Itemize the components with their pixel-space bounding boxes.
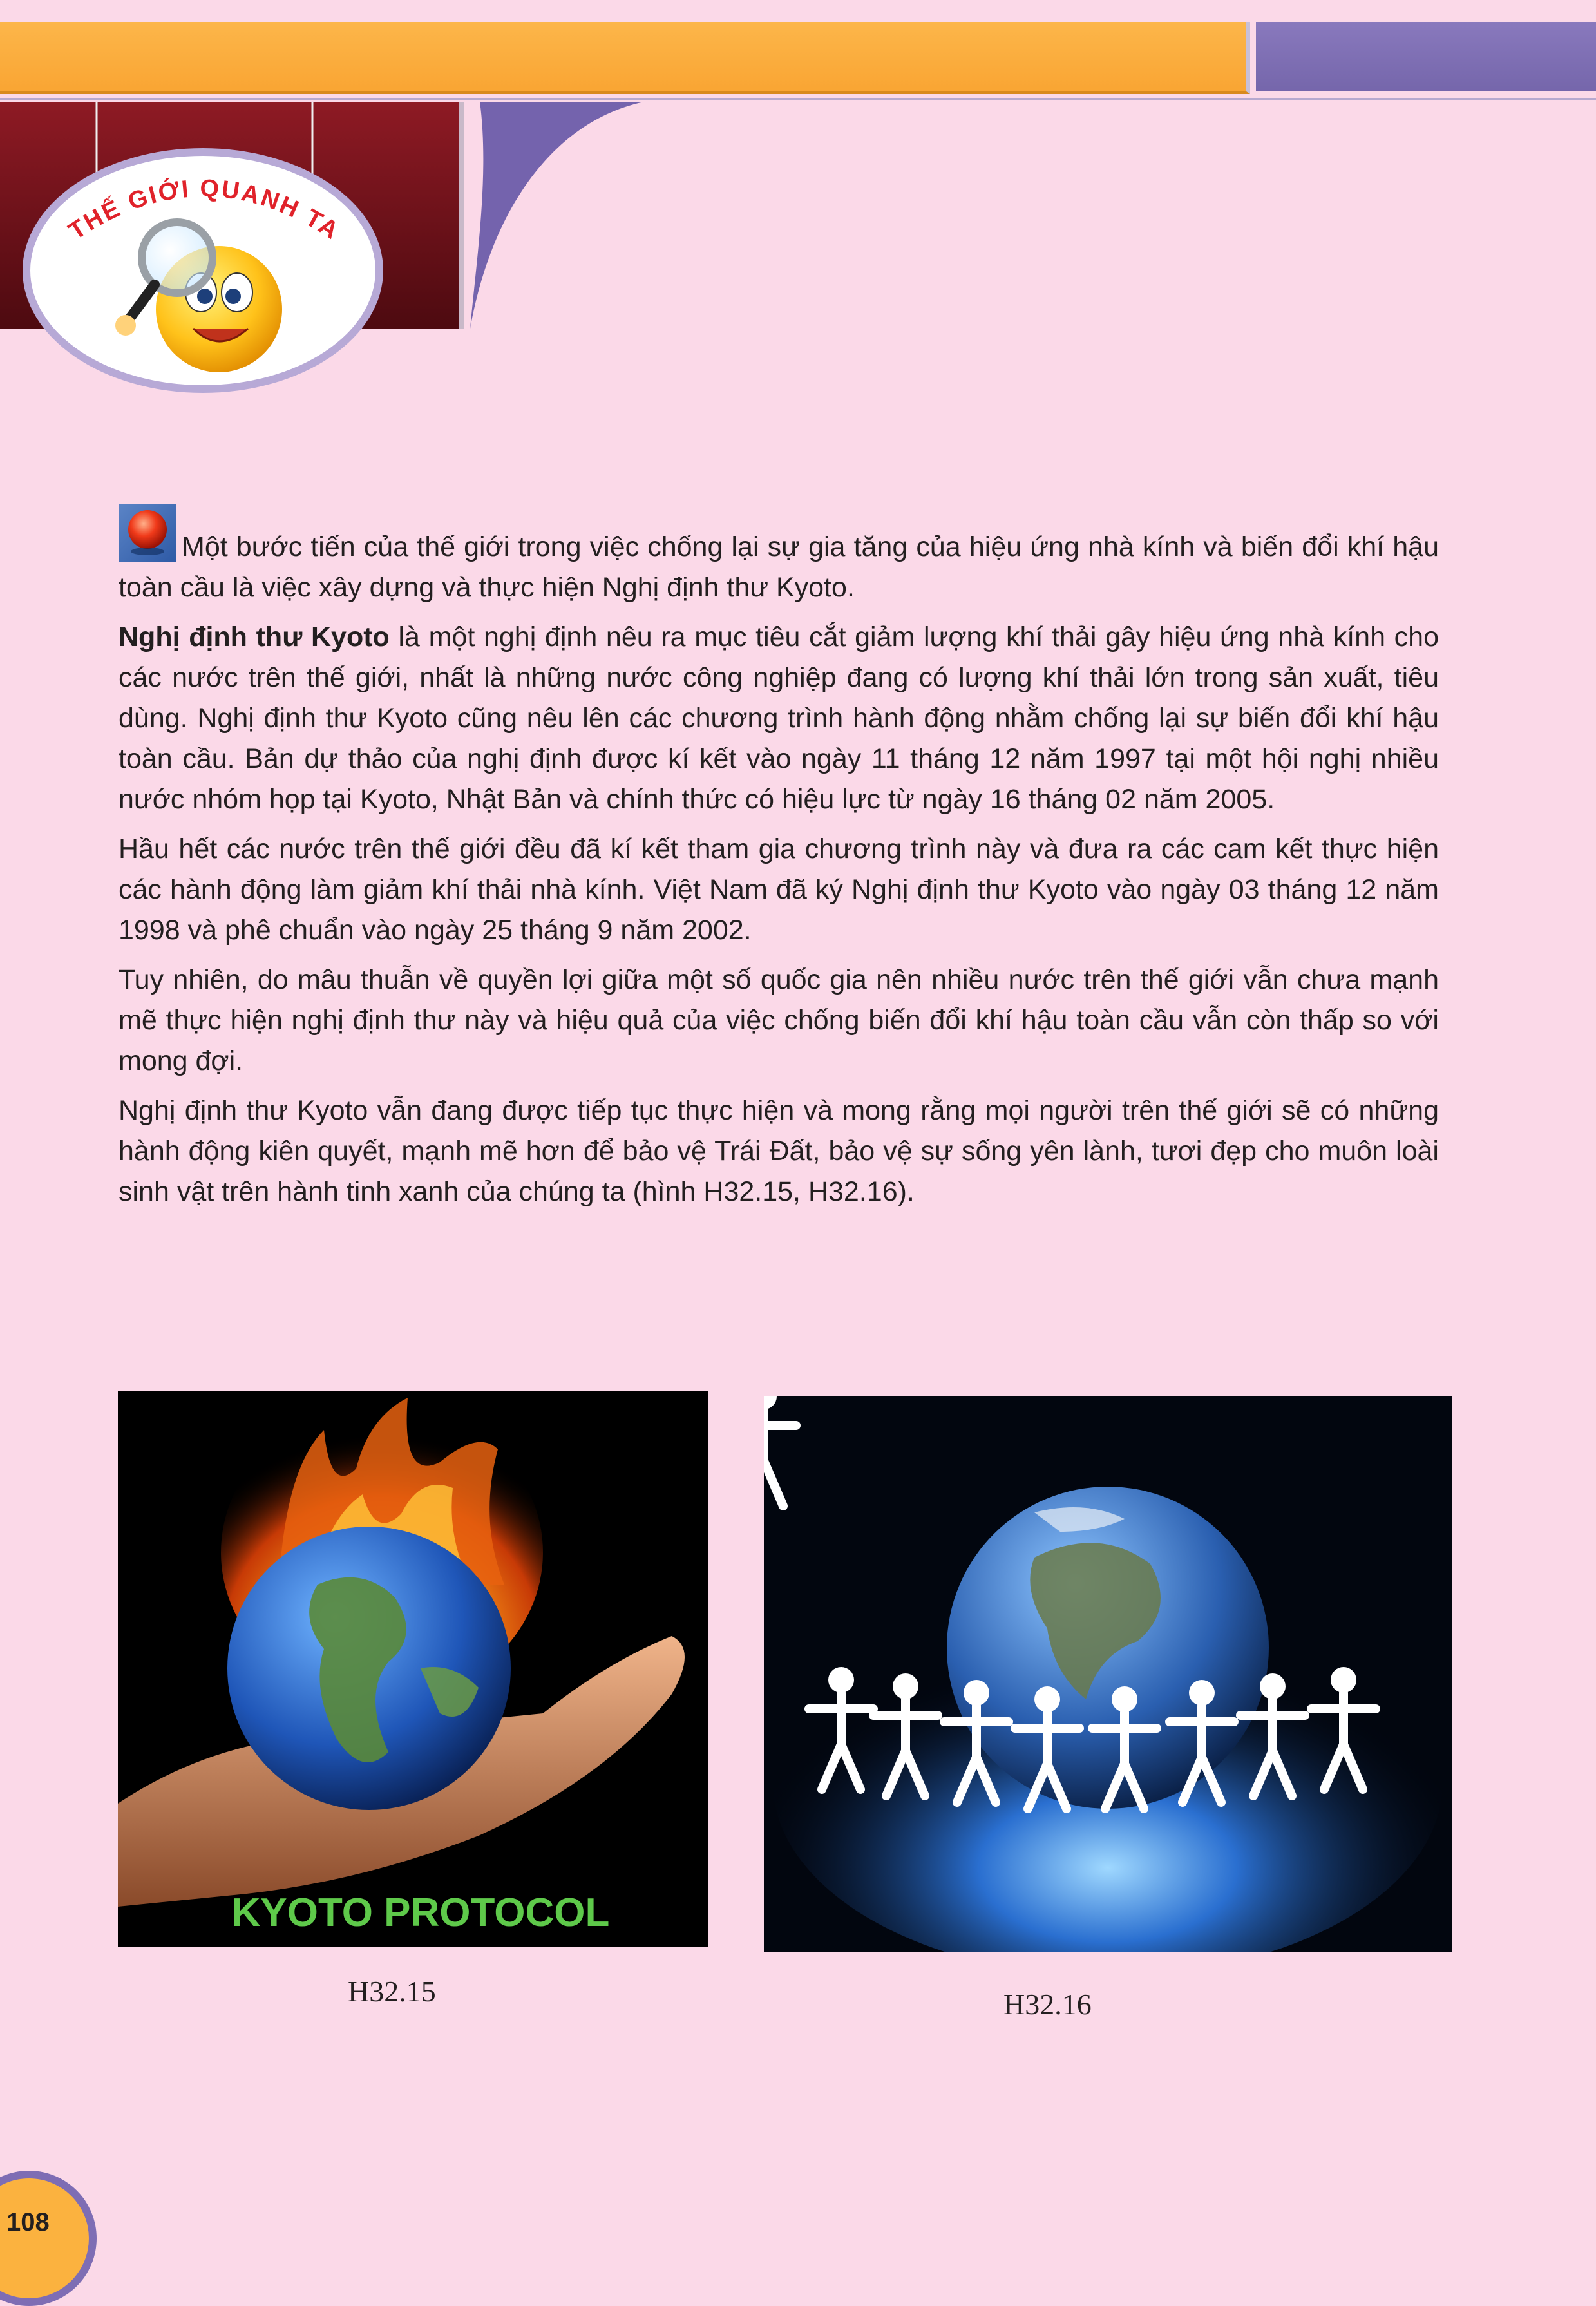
header-orange-bar — [0, 22, 1250, 94]
figure-caption-2: H32.16 — [1003, 1988, 1092, 2021]
figure-caption-1: H32.15 — [348, 1975, 436, 2008]
section-badge — [0, 97, 644, 419]
figure-kyoto-protocol-photo — [118, 1391, 708, 1947]
bold-term: Nghị định thư Kyoto — [119, 622, 390, 653]
badge-title: THẾ GIỚI QUANH TA — [64, 175, 345, 246]
purple-swoosh — [470, 102, 644, 329]
header-purple-bar — [1256, 22, 1596, 91]
paragraph-5: Nghị định thư Kyoto vẫn đang được tiếp tục thực hiện và mong rằng mọi người trên thế giới sẽ có những hành động kiên quyết, mạnh mẽ hơn để bảo vệ Trái Đất, bảo vệ sự sống yên lành, tươi đẹp cho muôn loài sinh vật trên hành tinh xanh của chúng ta (hình H32.15, H32.16). — [119, 1095, 1439, 1207]
kyoto-protocol-label: KYOTO PROTOCOL — [231, 1891, 610, 1935]
figure-globe-people-photo — [764, 1396, 1452, 1952]
page-number: 108 — [6, 2208, 50, 2236]
paragraph-2: Nghị định thư Kyoto là một nghị định nêu ra mục tiêu cắt giảm lượng khí thải gây hiệu ứng nhà kính cho các nước trên thế giới, nhất là những nước công nghiệp đang có lượng khí thải lớn trong sản xuất, tiêu dùng. Nghị định thư Kyoto cũng nêu lên các chương trình hành động nhằm chống lại sự biến đổi khí hậu toàn cầu. Bản dự thảo của nghị định được kí kết vào ngày 11 tháng 12 năm 1997 tại một hội nghị nhiều nước nhóm họp tại Kyoto, Nhật Bản và chính thức có hiệu lực từ ngày 16 tháng 02 năm 2005. — [119, 622, 1439, 815]
paragraph-1: Một bước tiến của thế giới trong việc chống lại sự gia tăng của hiệu ứng nhà kính và biến đổi khí hậu toàn cầu là việc xây dựng và thực hiện Nghị định thư Kyoto. — [119, 531, 1439, 603]
paragraph-4: Tuy nhiên, do mâu thuẫn về quyền lợi giữa một số quốc gia nên nhiều nước trên thế giới vẫn chưa mạnh mẽ thực hiện nghị định thư này và hiệu quả của việc chống biến đổi khí hậu toàn cầu vẫn còn thấp so với mong đợi. — [119, 964, 1439, 1076]
body-text — [119, 527, 1439, 1221]
paragraph-3: Hầu hết các nước trên thế giới đều đã kí kết tham gia chương trình này và đưa ra các cam kết thực hiện các hành động làm giảm khí thải nhà kính. Việt Nam đã ký Nghị định thư Kyoto vào ngày 03 tháng 12 năm 1998 và phê chuẩn vào ngày 25 tháng 9 năm 2002. — [119, 834, 1439, 946]
